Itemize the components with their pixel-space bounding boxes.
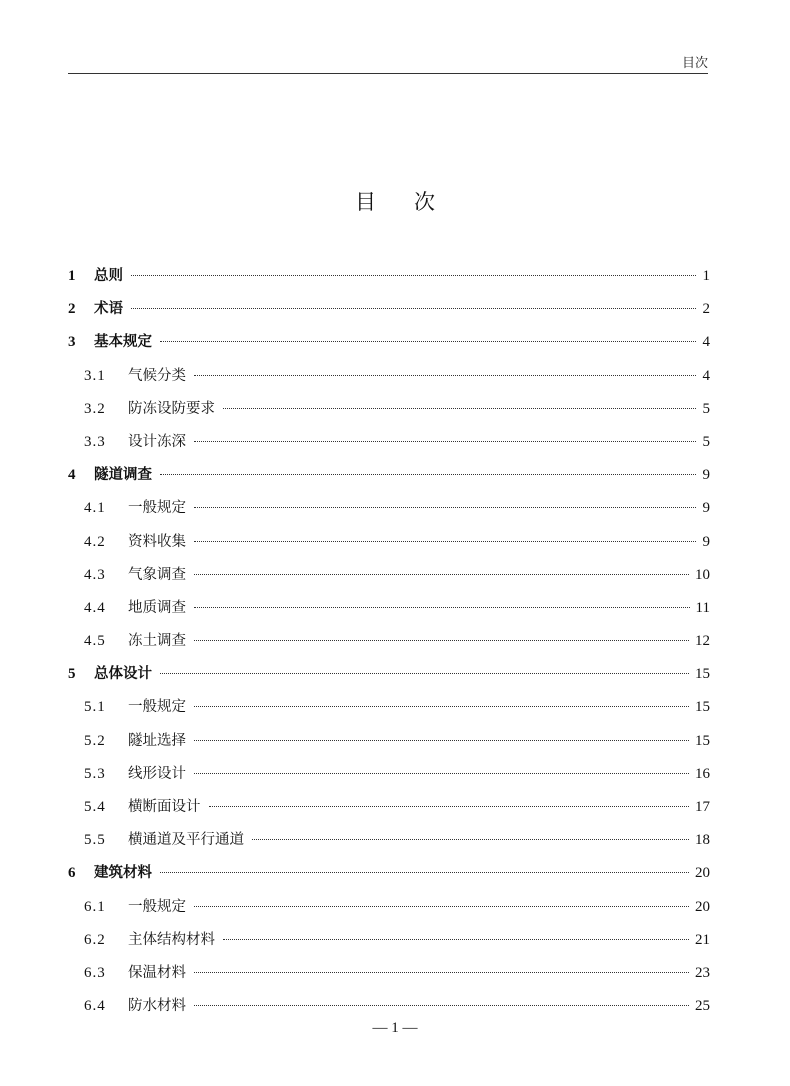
toc-section-entry[interactable]: [68, 725, 710, 758]
toc-entry-label: 设计冻深: [128, 433, 186, 450]
toc-entry-label: 术语: [94, 301, 123, 318]
toc-entry-page: 9: [702, 500, 710, 517]
toc-entry-label: 横通道及平行通道: [128, 832, 244, 849]
toc-entry-page: 2: [702, 301, 710, 318]
dot-leader: [160, 473, 696, 475]
dot-leader: [194, 606, 690, 608]
toc-entry-page: 15: [695, 699, 710, 716]
toc-entry-number: 4: [68, 467, 76, 484]
toc-entry-page: 15: [695, 666, 710, 683]
toc-entry-number: 6: [68, 865, 76, 882]
toc-entry-label: 气候分类: [128, 367, 186, 384]
toc-entry-page: 10: [695, 566, 710, 583]
dot-leader: [194, 440, 696, 442]
toc-entry-label: 隧道调查: [94, 467, 152, 484]
dot-leader: [209, 805, 690, 807]
toc-section-entry[interactable]: [68, 824, 710, 857]
toc-section-entry[interactable]: [68, 526, 710, 559]
toc-entry-label: 防水材料: [128, 998, 186, 1015]
dot-leader: [194, 1004, 689, 1006]
toc-section-entry[interactable]: [68, 957, 710, 990]
toc-section-entry[interactable]: [68, 791, 710, 824]
toc-entry-number: 4.2: [84, 533, 106, 550]
toc-section-entry[interactable]: [68, 758, 710, 791]
toc-entry-number: 3.1: [84, 367, 106, 384]
dot-leader: [160, 672, 689, 674]
toc-section-entry[interactable]: [68, 691, 710, 724]
toc-entry-label: 总体设计: [94, 666, 152, 683]
toc-entry-number: 6.1: [84, 898, 106, 915]
dot-leader: [160, 871, 689, 873]
dot-leader: [194, 540, 696, 542]
toc-section-entry[interactable]: [68, 426, 710, 459]
toc-section-entry[interactable]: [68, 492, 710, 525]
toc-entry-label: 隧址选择: [128, 732, 186, 749]
toc-entry-label: 建筑材料: [94, 865, 152, 882]
table-of-contents: [68, 260, 710, 1023]
dot-leader: [194, 705, 689, 707]
toc-section-entry[interactable]: [68, 891, 710, 924]
header-rule: [68, 73, 708, 74]
toc-section-entry[interactable]: [68, 625, 710, 658]
toc-entry-number: 1: [68, 268, 76, 284]
toc-entry-page: 20: [695, 865, 710, 882]
toc-entry-page: 21: [695, 931, 710, 948]
toc-section-entry[interactable]: [68, 592, 710, 625]
toc-section-entry[interactable]: [68, 360, 710, 393]
toc-entry-page: 11: [695, 599, 710, 616]
toc-entry-number: 3.2: [84, 400, 106, 417]
toc-section-entry[interactable]: [68, 990, 710, 1023]
toc-entry-page: 9: [702, 533, 710, 550]
toc-entry-page: 18: [695, 832, 710, 849]
dot-leader: [194, 506, 696, 508]
toc-entry-label: 一般规定: [128, 699, 186, 716]
dot-leader: [131, 307, 696, 309]
dot-leader: [194, 573, 689, 575]
dot-leader: [194, 739, 689, 741]
toc-entry-number: 5.1: [84, 699, 106, 716]
toc-entry-number: 3: [68, 334, 76, 351]
toc-entry-label: 资料收集: [128, 533, 186, 550]
toc-chapter-entry[interactable]: [68, 658, 710, 691]
dot-leader: [160, 340, 696, 342]
toc-chapter-entry[interactable]: [68, 459, 710, 492]
toc-entry-number: 5: [68, 666, 76, 683]
toc-entry-page: 23: [695, 964, 710, 981]
toc-entry-label: 冻土调查: [128, 633, 186, 650]
toc-entry-page: 25: [695, 998, 710, 1015]
toc-chapter-entry[interactable]: [68, 857, 710, 890]
dot-leader: [131, 274, 696, 276]
dot-leader: [194, 971, 689, 973]
toc-entry-page: 15: [695, 732, 710, 749]
toc-entry-page: 16: [695, 765, 710, 782]
toc-section-entry[interactable]: [68, 559, 710, 592]
toc-entry-page: 4: [702, 367, 710, 384]
toc-entry-label: 主体结构材料: [128, 931, 215, 948]
toc-entry-number: 4.4: [84, 599, 106, 616]
dot-leader: [194, 639, 689, 641]
dot-leader: [252, 838, 689, 840]
toc-entry-number: 6.2: [84, 931, 106, 948]
toc-entry-label: 防冻设防要求: [128, 400, 215, 417]
toc-entry-page: 4: [702, 334, 710, 351]
page-title: 目次: [355, 190, 473, 214]
toc-entry-page: 17: [695, 799, 710, 815]
toc-entry-number: 5.2: [84, 732, 106, 749]
toc-chapter-entry[interactable]: [68, 260, 710, 293]
dot-leader: [194, 374, 696, 376]
dot-leader: [194, 905, 689, 907]
toc-entry-page: 1: [702, 268, 710, 284]
toc-entry-label: 线形设计: [128, 765, 186, 782]
toc-entry-number: 5.3: [84, 765, 106, 782]
toc-entry-label: 一般规定: [128, 500, 186, 517]
toc-entry-label: 地质调查: [128, 599, 186, 616]
dot-leader: [194, 772, 689, 774]
toc-chapter-entry[interactable]: [68, 293, 710, 326]
toc-entry-number: 4.5: [84, 633, 106, 650]
toc-entry-number: 4.1: [84, 500, 106, 517]
toc-entry-label: 总则: [94, 268, 123, 284]
running-header: 目次: [681, 56, 708, 71]
toc-entry-label: 横断面设计: [128, 799, 201, 815]
toc-entry-number: 4.3: [84, 566, 106, 583]
dot-leader: [223, 938, 689, 940]
toc-chapter-entry[interactable]: [68, 326, 710, 359]
toc-entry-number: 2: [68, 301, 76, 318]
toc-entry-page: 9: [702, 467, 710, 484]
toc-entry-number: 6.4: [84, 998, 106, 1015]
toc-section-entry[interactable]: [68, 393, 710, 426]
toc-section-entry[interactable]: [68, 924, 710, 957]
toc-entry-page: 20: [695, 898, 710, 915]
toc-entry-number: 5.4: [84, 799, 106, 815]
toc-entry-number: 3.3: [84, 433, 106, 450]
toc-entry-label: 一般规定: [128, 898, 186, 915]
toc-entry-page: 5: [702, 433, 710, 450]
toc-entry-page: 5: [702, 400, 710, 417]
toc-entry-label: 基本规定: [94, 334, 152, 351]
dot-leader: [223, 407, 696, 409]
toc-entry-number: 5.5: [84, 832, 106, 849]
toc-entry-label: 保温材料: [128, 964, 186, 981]
toc-entry-label: 气象调查: [128, 566, 186, 583]
toc-entry-page: 12: [695, 633, 710, 650]
page-number: — 1 —: [372, 1020, 418, 1036]
toc-entry-number: 6.3: [84, 964, 106, 981]
